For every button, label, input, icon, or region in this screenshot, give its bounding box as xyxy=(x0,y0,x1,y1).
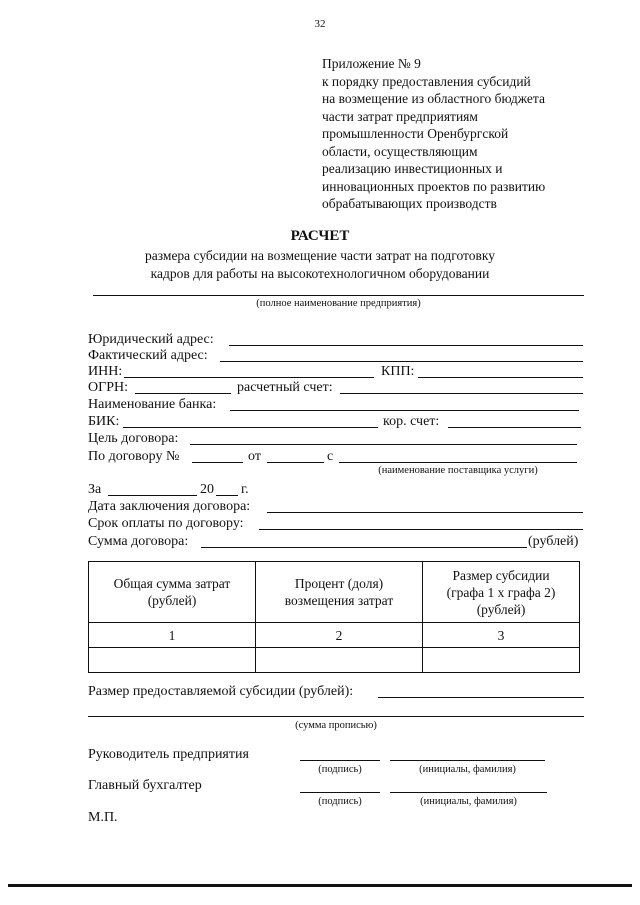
accountant-label: Главный бухгалтер xyxy=(88,778,202,793)
kpp-field[interactable] xyxy=(418,377,583,378)
company-name-caption: (полное наименование предприятия) xyxy=(256,298,421,309)
director-initials-field[interactable] xyxy=(390,760,545,761)
bank-name-field[interactable] xyxy=(230,410,579,411)
header-text: (графа 1 х графа 2) xyxy=(446,584,556,600)
period-for-label: За xyxy=(88,482,102,497)
header-text: возмещения затрат xyxy=(284,593,394,608)
ogrn-field[interactable] xyxy=(135,393,231,394)
header-text: (рублей) xyxy=(476,601,526,617)
accountant-initials-caption: (инициалы, фамилия) xyxy=(420,796,517,807)
column-number: 3 xyxy=(423,623,580,648)
appendix-line: к порядку предоставления субсидий xyxy=(322,73,531,89)
bik-label: БИК: xyxy=(88,414,120,429)
contract-date-label: Дата заключения договора: xyxy=(88,499,251,514)
contract-sum-unit: (рублей) xyxy=(528,534,579,549)
legal-address-field[interactable] xyxy=(229,345,583,346)
table-header-cell xyxy=(256,562,423,623)
actual-address-label: Фактический адрес: xyxy=(88,348,208,363)
supplier-caption: (наименование поставщика услуги) xyxy=(378,465,538,476)
stamp-label: М.П. xyxy=(88,810,118,825)
account-label: расчетный счет: xyxy=(237,380,333,395)
contract-conclusion-date-field[interactable] xyxy=(267,512,583,513)
subtitle-line: размера субсидии на возмещение части затрат на подготовку xyxy=(145,248,495,263)
table-cell[interactable] xyxy=(89,648,256,673)
column-number: 1 xyxy=(89,623,256,648)
director-label: Руководитель предприятия xyxy=(88,747,249,762)
page-number: 32 xyxy=(314,18,326,30)
table-number-row xyxy=(89,623,580,648)
appendix-line: на возмещение из областного бюджета xyxy=(322,91,545,106)
year-field[interactable] xyxy=(216,495,238,496)
sum-in-words-field[interactable] xyxy=(88,716,584,717)
contract-sum-field[interactable] xyxy=(201,547,527,548)
table-header-row xyxy=(89,562,580,623)
inn-field[interactable] xyxy=(124,377,374,378)
contract-no-field[interactable] xyxy=(192,462,243,463)
sum-in-words-caption: (сумма прописью) xyxy=(295,720,377,731)
account-field[interactable] xyxy=(340,393,583,394)
document-subtitle xyxy=(0,247,640,282)
appendix-line: Приложение № 9 xyxy=(322,56,421,71)
payment-term-label: Срок оплаты по договору: xyxy=(88,516,244,531)
contract-purpose-field[interactable] xyxy=(190,444,577,445)
table-row xyxy=(89,648,580,673)
header-text: Общая сумма затрат xyxy=(113,576,231,591)
appendix-line: инновационных проектов по развитию xyxy=(322,178,546,194)
year-suffix: г. xyxy=(241,482,249,497)
legal-address-label: Юридический адрес: xyxy=(88,332,214,347)
contract-from-label: от xyxy=(248,449,261,464)
header-text: (рублей) xyxy=(147,593,197,608)
director-signature-field[interactable] xyxy=(300,760,380,761)
appendix-line: обрабатывающих производств xyxy=(322,196,497,211)
subtitle-line: кадров для работы на высокотехнологичном оборудовании xyxy=(150,265,490,281)
company-name-field[interactable] xyxy=(93,295,584,296)
header-text: Размер субсидии xyxy=(452,567,550,583)
actual-address-field[interactable] xyxy=(220,361,583,362)
bottom-rule xyxy=(8,884,632,887)
accountant-signature-field[interactable] xyxy=(300,792,380,793)
appendix-header xyxy=(322,55,545,213)
supplier-field[interactable] xyxy=(339,462,577,463)
year-prefix: 20 xyxy=(200,482,214,497)
director-signature-caption: (подпись) xyxy=(318,764,362,775)
contract-purpose-label: Цель договора: xyxy=(88,431,179,446)
period-field[interactable] xyxy=(108,495,197,496)
contract-no-label: По договору № xyxy=(88,449,180,464)
appendix-line: промышленности Оренбургской xyxy=(322,126,509,141)
corr-account-label: кор. счет: xyxy=(383,414,440,429)
appendix-line: части затрат предприятиям xyxy=(322,108,478,124)
payment-term-field[interactable] xyxy=(259,529,583,530)
corr-account-field[interactable] xyxy=(448,427,581,428)
accountant-signature-caption: (подпись) xyxy=(318,796,362,807)
kpp-label: КПП: xyxy=(381,364,415,379)
director-initials-caption: (инициалы, фамилия) xyxy=(419,764,516,775)
ogrn-label: ОГРН: xyxy=(88,380,128,395)
inn-label: ИНН: xyxy=(88,364,123,379)
appendix-line: области, осуществляющим xyxy=(322,143,478,159)
bank-name-label: Наименование банка: xyxy=(88,397,217,412)
bik-field[interactable] xyxy=(123,427,378,428)
contract-with-label: с xyxy=(327,449,334,464)
appendix-line: реализацию инвестиционных и xyxy=(322,161,503,176)
column-number: 2 xyxy=(256,623,423,648)
subsidy-amount-label: Размер предоставляемой субсидии (рублей): xyxy=(88,684,354,699)
contract-sum-label: Сумма договора: xyxy=(88,534,189,549)
accountant-initials-field[interactable] xyxy=(390,792,547,793)
contract-date-field[interactable] xyxy=(267,462,324,463)
header-text: Процент (доля) xyxy=(294,576,384,591)
table-cell[interactable] xyxy=(423,648,580,673)
calculation-table xyxy=(88,561,580,673)
table-header-cell xyxy=(89,562,256,623)
table-header-cell xyxy=(423,562,580,623)
document-title: РАСЧЕТ xyxy=(290,228,350,244)
table-cell[interactable] xyxy=(256,648,423,673)
subsidy-amount-field[interactable] xyxy=(378,697,584,698)
